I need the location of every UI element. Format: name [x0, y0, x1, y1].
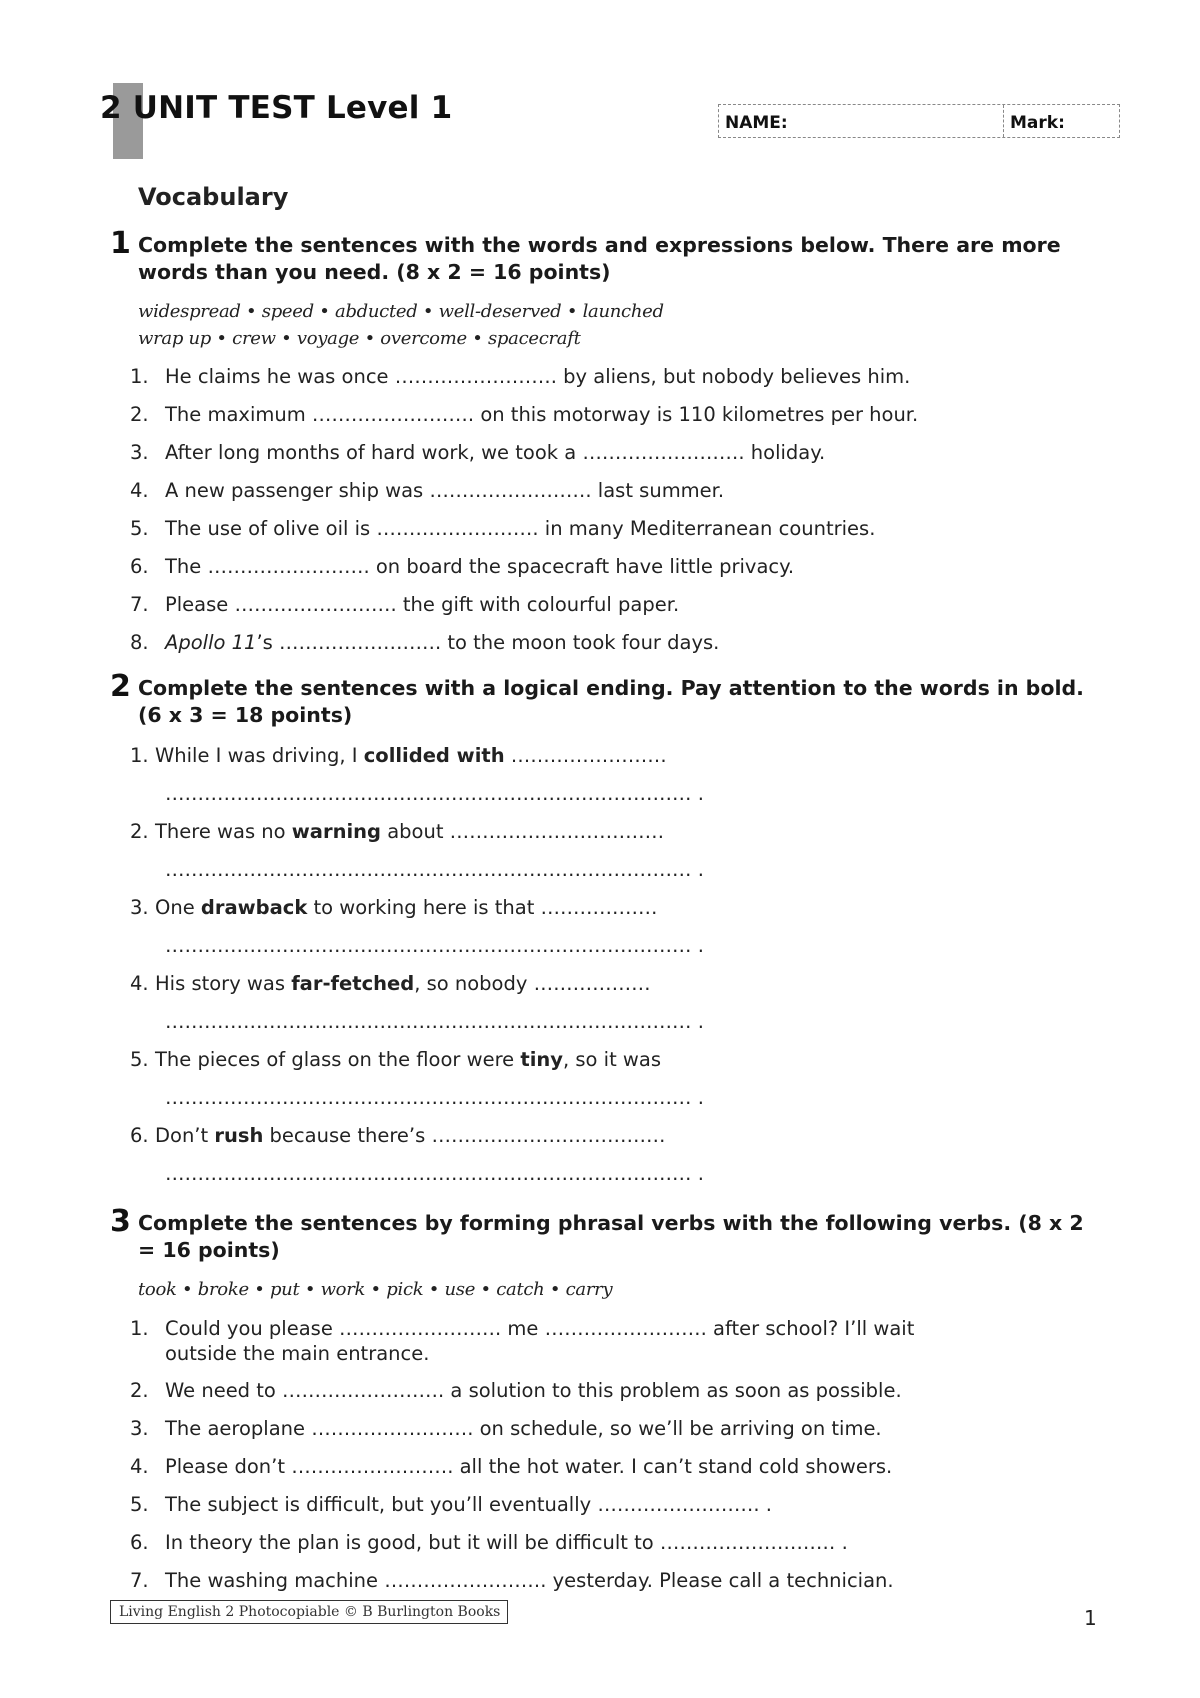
answer-line[interactable]: ……………………………………………………………………… . [165, 1010, 704, 1033]
item-number: 3. [130, 896, 149, 919]
item-number: 1. [130, 365, 149, 388]
item-number: 2. [130, 403, 149, 426]
item-text: because there’s ……………………………… [263, 1124, 666, 1147]
item-bold-word: far-fetched [291, 972, 415, 995]
item-text: The aeroplane ……………………. on schedule, so we’ll be arriving on time. [165, 1417, 882, 1440]
exercise-item[interactable] [130, 1047, 704, 1109]
exercise-item[interactable] [130, 1492, 772, 1517]
item-number: 3. [130, 1417, 149, 1440]
word-bank-line-1: widespread • speed • abducted • well-deserved • launched [138, 301, 664, 322]
answer-line[interactable]: ……………………………………………………………………… . [165, 782, 704, 805]
page-title: 2 UNIT TEST Level 1 [100, 90, 453, 126]
exercise-item[interactable] [130, 1378, 902, 1403]
item-text: , so it was [562, 1048, 661, 1071]
item-text: Please don’t ……………………. all the hot water. I can’t stand cold showers. [165, 1455, 893, 1478]
item-text: We need to ……………………. a solution to this problem as soon as possible. [165, 1379, 902, 1402]
item-text: There was no [155, 820, 292, 843]
word-bank: took • broke • put • work • pick • use • catch • carry [138, 1279, 613, 1300]
answer-line[interactable]: ……………………………………………………………………… . [165, 1162, 704, 1185]
item-text: The ……………………. on board the spacecraft have little privacy. [165, 555, 795, 578]
exercise-item[interactable] [130, 516, 875, 541]
exercise-item[interactable] [130, 440, 825, 465]
section-heading-vocabulary: Vocabulary [138, 183, 289, 211]
item-text: He claims he was once ……………………. by aliens, but nobody believes him. [165, 365, 911, 388]
item-text: to working here is that ……………… [307, 896, 658, 919]
item-text: , so nobody ……………… [414, 972, 651, 995]
item-text: ’s ……………………. to the moon took four days. [256, 631, 720, 654]
item-number: 7. [130, 1569, 149, 1592]
item-text: Could you please ……………………. me ……………………. after school? I’ll wait [165, 1317, 915, 1340]
item-bold-word: drawback [200, 896, 308, 919]
item-number: 8. [130, 631, 149, 654]
name-mark-box [718, 104, 1120, 138]
exercise-number: 1 [110, 226, 131, 261]
item-text: One [155, 896, 201, 919]
mark-label: Mark: [1010, 113, 1065, 133]
item-text: The washing machine ……………………. yesterday. Please call a technician. [165, 1569, 894, 1592]
exercise-number: 3 [110, 1204, 131, 1239]
item-text: After long months of hard work, we took a ……………………. holiday. [165, 441, 826, 464]
answer-line[interactable]: ……………………………………………………………………… . [165, 934, 704, 957]
item-number: 1. [130, 744, 149, 767]
item-text: Don’t [155, 1124, 215, 1147]
item-text: The use of olive oil is ……………………. in many Mediterranean countries. [165, 517, 876, 540]
item-text: about …………………………… [381, 820, 665, 843]
exercise-item[interactable] [130, 819, 704, 881]
exercise-item[interactable] [130, 1316, 915, 1365]
page-number: 1 [1084, 1606, 1097, 1630]
item-number: 5. [130, 1048, 149, 1071]
exercise-item[interactable] [130, 402, 918, 427]
exercise-item[interactable] [130, 478, 724, 503]
item-number: 3. [130, 441, 149, 464]
item-number: 4. [130, 972, 149, 995]
item-text: While I was driving, I [155, 744, 364, 767]
item-number: 2. [130, 1379, 149, 1402]
item-number: 5. [130, 517, 149, 540]
name-field[interactable] [719, 105, 1004, 137]
exercise-item[interactable] [130, 895, 704, 957]
item-bold-word: collided with [363, 744, 505, 767]
item-text: …………………… [504, 744, 667, 767]
word-bank-line-2: wrap up • crew • voyage • overcome • spacecraft [138, 328, 581, 349]
item-text: The pieces of glass on the floor were [155, 1048, 521, 1071]
item-text: The subject is difficult, but you’ll eventually ……………………. . [165, 1493, 772, 1516]
item-text: Please ……………………. the gift with colourful paper. [165, 593, 680, 616]
item-number: 4. [130, 479, 149, 502]
item-number: 5. [130, 1493, 149, 1516]
item-text: His story was [155, 972, 292, 995]
item-bold-word: tiny [520, 1048, 563, 1071]
exercise-item[interactable] [130, 364, 910, 389]
item-text: In theory the plan is good, but it will be difficult to ……………………… . [165, 1531, 848, 1554]
item-bold-word: warning [291, 820, 381, 843]
exercise-item[interactable] [130, 1568, 894, 1593]
item-italic-title: Apollo 11 [165, 631, 257, 654]
item-text: The maximum ……………………. on this motorway is 110 kilometres per hour. [165, 403, 919, 426]
exercise-instruction: Complete the sentences by forming phrasal verbs with the following verbs. (8 x 2 = 16 points) [138, 1211, 1084, 1262]
mark-field[interactable] [1004, 105, 1119, 137]
exercise-item[interactable] [130, 1530, 848, 1555]
item-number: 4. [130, 1455, 149, 1478]
item-number: 1. [130, 1317, 149, 1340]
exercise-item[interactable] [130, 743, 704, 805]
exercise-item[interactable] [130, 1123, 704, 1185]
answer-line[interactable]: ……………………………………………………………………… . [165, 858, 704, 881]
item-text: A new passenger ship was ……………………. last summer. [165, 479, 725, 502]
item-bold-word: rush [214, 1124, 264, 1147]
item-number: 2. [130, 820, 149, 843]
item-number: 6. [130, 555, 149, 578]
exercise-item[interactable] [130, 971, 704, 1033]
item-text-continued: outside the main entrance. [165, 1342, 430, 1365]
item-number: 7. [130, 593, 149, 616]
exercise-item[interactable] [130, 592, 679, 617]
item-number: 6. [130, 1124, 149, 1147]
name-label: NAME: [725, 113, 788, 133]
exercise-instruction: Complete the sentences with the words and expressions below. There are more words than you need. (8 x 2 = 16 points) [138, 233, 1061, 284]
item-number: 6. [130, 1531, 149, 1554]
exercise-item[interactable] [130, 554, 794, 579]
exercise-instruction: Complete the sentences with a logical ending. Pay attention to the words in bold. (6 x 3 = 18 points) [138, 676, 1084, 727]
exercise-number: 2 [110, 669, 131, 704]
exercise-item[interactable] [130, 1454, 892, 1479]
answer-line[interactable]: ……………………………………………………………………… . [165, 1086, 704, 1109]
copyright-footer: Living English 2 Photocopiable © B Burlington Books [110, 1600, 508, 1624]
exercise-item[interactable] [130, 630, 719, 655]
exercise-item[interactable] [130, 1416, 882, 1441]
